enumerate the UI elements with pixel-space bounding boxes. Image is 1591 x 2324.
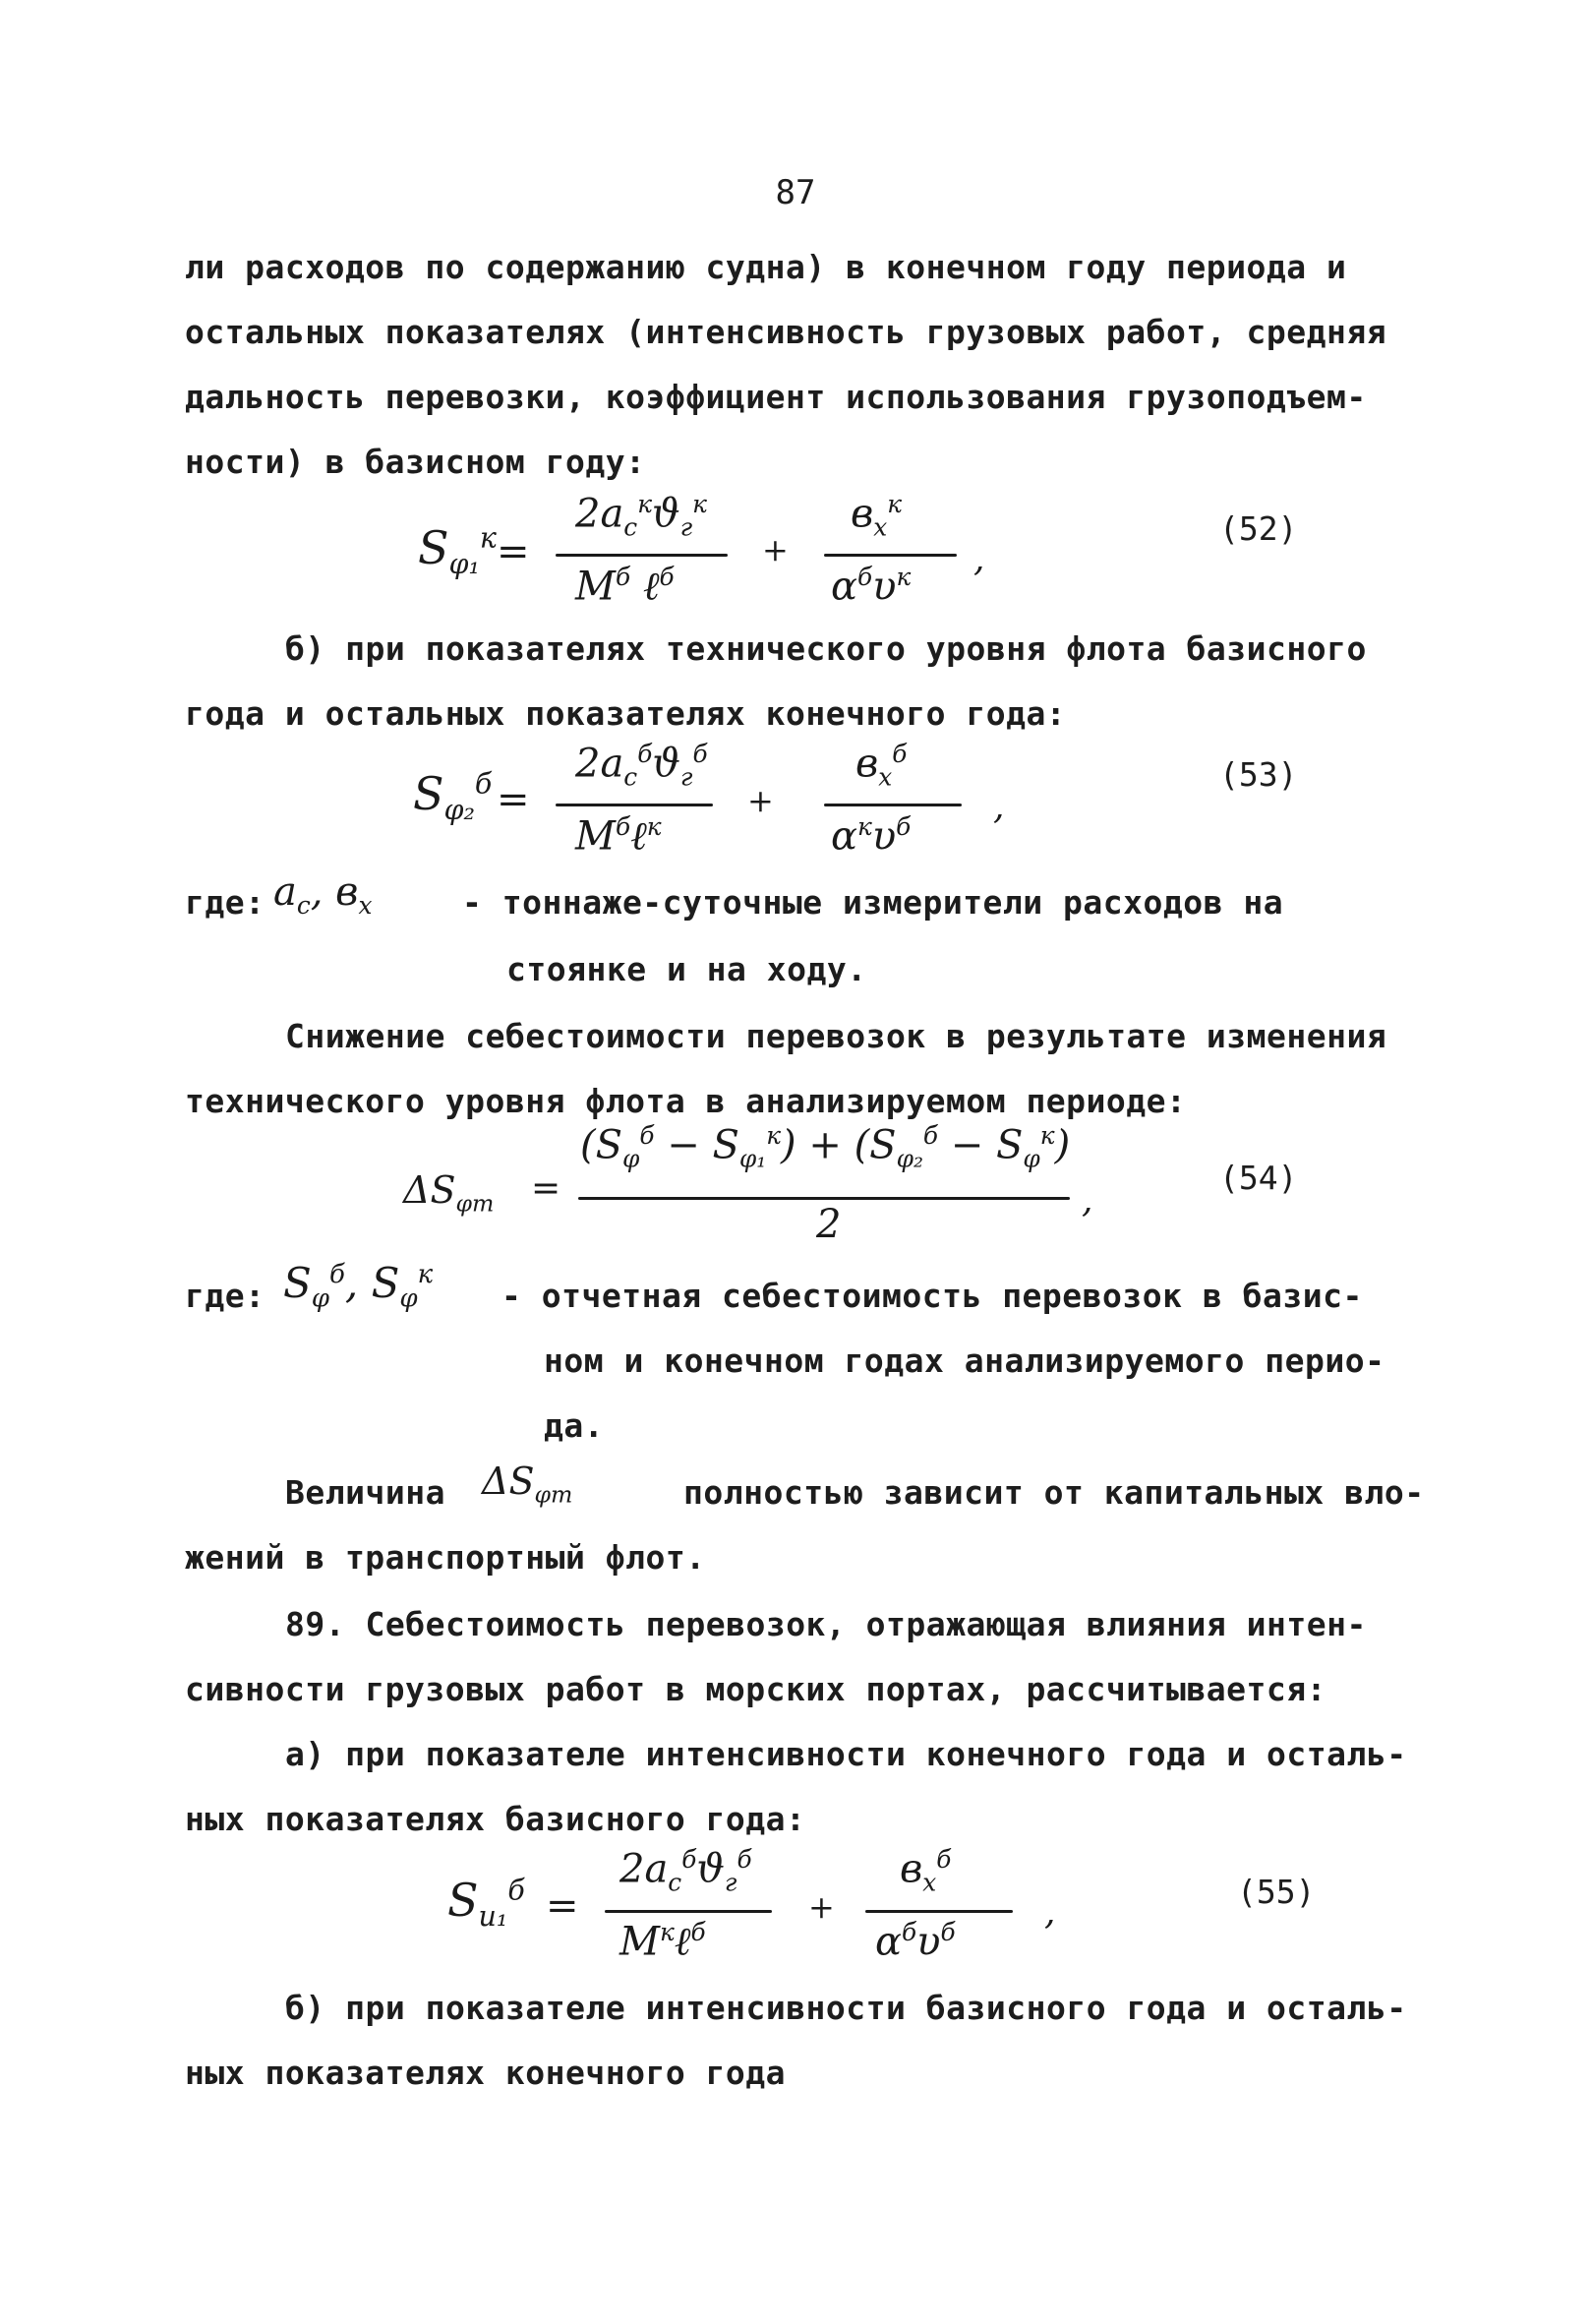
text-line-15: полностью зависит от капитальных вло- [683,1473,1425,1512]
symbol-delta-sft: $\Delta S_{\varphi т}$ [482,1460,573,1509]
where-label-2: где: [185,1277,265,1315]
text-line-20: ных показателях базисного года: [185,1800,806,1838]
text-line-9: Снижение себестоимости перевозок в результате изменения [285,1017,1387,1055]
text-line-11: - отчетная себестоимость перевозок в базис- [501,1277,1363,1315]
symbols-sf: $S_\varphi^б$, $S_\varphi^к$ [283,1259,434,1314]
text-line-22: ных показателях конечного года [185,2054,787,2092]
text-line-6: года и остальных показателях конечного года: [185,694,1067,733]
text-line-16: жений в транспортный флот. [185,1538,706,1577]
symbols-ac-bx: $a_c$, $в_х$ [273,869,373,920]
equation-number-55: (55) [1237,1873,1316,1911]
text-line-2: остальных показателях (интенсивность грузовых работ, средняя [185,313,1387,351]
text-line-12: ном и конечном годах анализируемого перио- [544,1341,1385,1380]
document-page: 87 ли расходов по содержанию судна) в конечном году периода и остальных показателях (интенсивность грузовых работ, средняя дальность перевозки, коэффициент использования грузоподъем- ности) в базисном году: $S_{\varphi_1}^к$ = $2a_c^кϑ_г^к$ $M^б$ ℓ$^б$ + $в_х^к$ $\alpha^б\upsilon^к$ , (52) б) при показателях технического уровня флота базисного года и остальных показателях конечного года: $S_{\varphi_2}^б$ = $2a_c^бϑ_г^б$ $M^б\ell^к$ + $в_х^б$ $\alpha^к\upsilon^б$ , (53) где: $a_c$, $в_х$ - тоннаже-суточные измерители расходов на стоянке и на ходу. Снижение себестоимости перевозок в результате изменения технического уровня флота в анализируемом периоде: $\Delta S_{\varphi т}$ = $(S_\varphi^б - S_{\varphi_1}^к) + (S_{\varphi_2}^б - S_\varphi^к)$ 2 , (54) где: $S_\varphi^б$, $S_\varphi^к$ - отчетная себестоимость перевозок в базис- ном и конечном годах анализируемого перио- да. Величина $\Delta S_{\varphi т}$ полностью зависит от капитальных вло- жений в транспортный флот. 89. Себестоимость перевозок, отражающая влияния интен- сивности грузовых работ в морских портах, рассчитывается: а) при показателе интенсивности конечного года и осталь- ных показателях базисного года: $S_{и_1}^б$ = $2a_c^бϑ_г^б$ $M^к\ell^б$ + $в_х^б$ $\alpha^б\upsilon^б$ , (55) б) при показателе интенсивности базисного года и осталь- ных показателях конечного года [0,0,1591,2324]
text-line-5: б) при показателях технического уровня флота базисного [285,629,1367,668]
where-label-1: где: [185,883,265,922]
text-line-19: а) при показателе интенсивности конечного года и осталь- [285,1735,1407,1773]
text-line-3: дальность перевозки, коэффициент использования грузоподъем- [185,378,1367,416]
text-line-17: 89. Себестоимость перевозок, отражающая влияния интен- [285,1605,1367,1643]
text-line-7: - тоннаже-суточные измерители расходов на [462,883,1284,922]
text-line-8: стоянке и на ходу. [506,950,867,988]
text-line-14: Величина [285,1473,445,1512]
text-line-10: технического уровня флота в анализируемом периоде: [185,1082,1187,1120]
text-line-1: ли расходов по содержанию судна) в конечном году периода и [185,248,1347,286]
equation-number-52: (52) [1219,509,1298,548]
text-line-18: сивности грузовых работ в морских портах, рассчитывается: [185,1670,1326,1708]
text-line-4: ности) в базисном году: [185,443,646,481]
text-line-21: б) при показателе интенсивности базисного года и осталь- [285,1989,1407,2027]
text-line-13: да. [544,1406,605,1445]
equation-number-53: (53) [1219,755,1298,794]
page-number: 87 [775,173,816,212]
equation-number-54: (54) [1219,1159,1298,1197]
